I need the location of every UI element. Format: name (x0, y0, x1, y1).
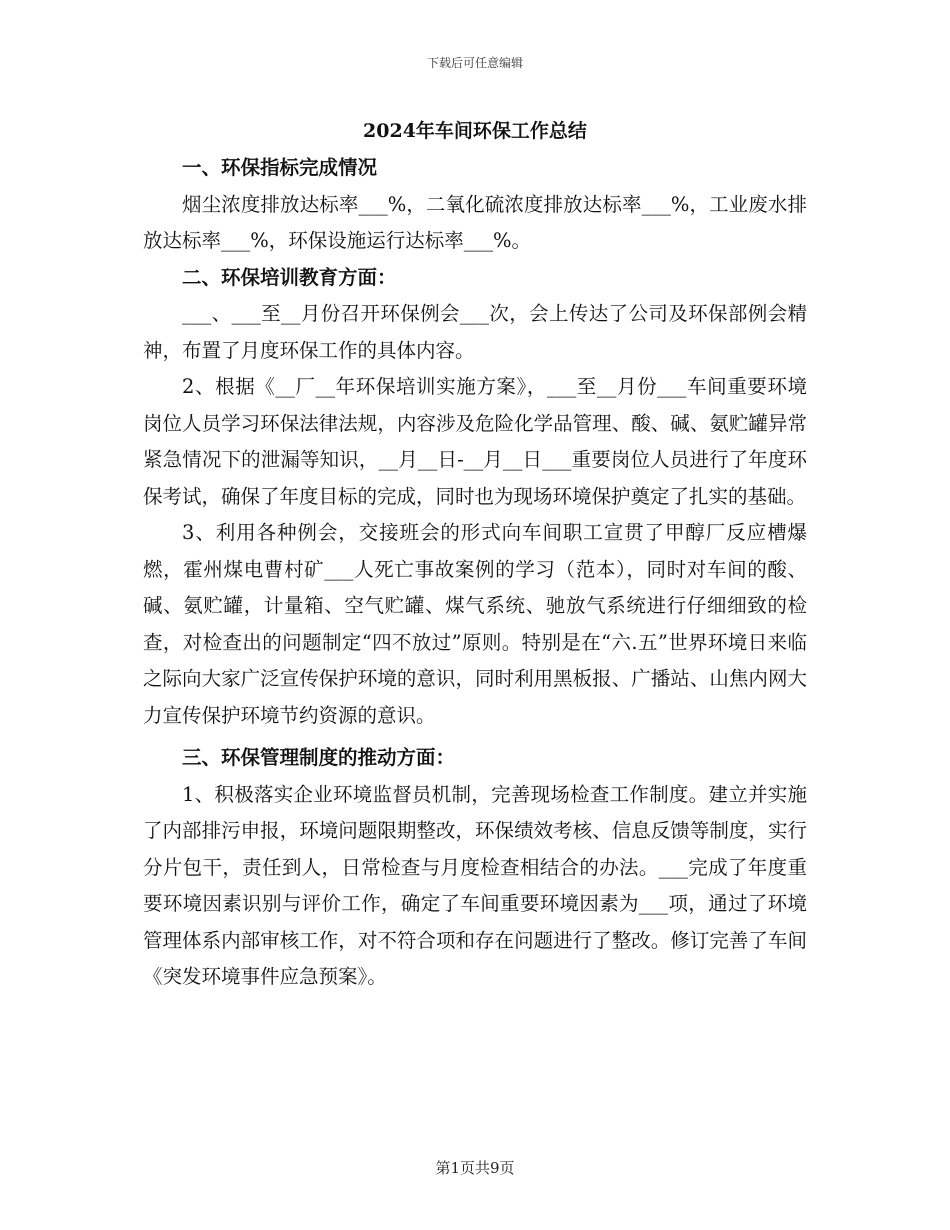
paragraph: 1、积极落实企业环境监督员机制，完善现场检查工作制度。建立并实施了内部排污申报，环境问题限期整改，环保绩效考核、信息反馈等制度，实行分片包干，责任到人，日常检查与月度检查相结合的办法。___完成了年度重要环境因素识别与评价工作，确定了车间重要环境因素为___项，通过了环境管理体系内部审核工作，对不符合项和存在问题进行了整改。修订完善了车间《突发环境事件应急预案》。 (143, 782, 807, 988)
page-header-note: 下载后可任意编辑 (426, 56, 523, 70)
document-title: 2024年车间环保工作总结 (363, 120, 587, 142)
section-heading-1: 一、环保指标完成情况 (182, 156, 378, 179)
paragraph: 3、利用各种例会，交接班会的形式向车间职工宣贯了甲醇厂反应槽爆燃，霍州煤电曹村矿___人死亡事故案例的学习（范本），同时对车间的酸、碱、氨贮罐，计量箱、空气贮罐、煤气系统、驰放气系统进行仔细细致的检查，对检查出的问题制定“四不放过”原则。特别是在“六.五”世界环境日来临之际向大家广泛宣传保护环境的意识，同时利用黑板报、广播站、山焦内网大力宣传保护环境节约资源的意识。 (143, 521, 807, 727)
paragraph: ___、___至__月份召开环保例会___次，会上传达了公司及环保部例会精神，布置了月度环保工作的具体内容。 (143, 302, 807, 362)
paragraph: 2、根据《__厂__年环保培训实施方案》，___至__月份___车间重要环境岗位人员学习环保法律法规，内容涉及危险化学品管理、酸、碱、氨贮罐异常紧急情况下的泄漏等知识，__月__日-__月__日___重要岗位人员进行了年度环保考试，确保了年度目标的完成，同时也为现场环境保护奠定了扎实的基础。 (143, 375, 807, 508)
paragraph: 烟尘浓度排放达标率___%，二氧化硫浓度排放达标率___%，工业废水排放达标率___%，环保设施运行达标率___%。 (143, 192, 807, 252)
page-footer-number: 第1页共9页 (435, 1159, 515, 1177)
section-heading-2: 二、环保培训教育方面： (182, 265, 397, 289)
document-body (143, 150, 807, 996)
section-heading-3: 三、环保管理制度的推动方面： (182, 746, 456, 769)
